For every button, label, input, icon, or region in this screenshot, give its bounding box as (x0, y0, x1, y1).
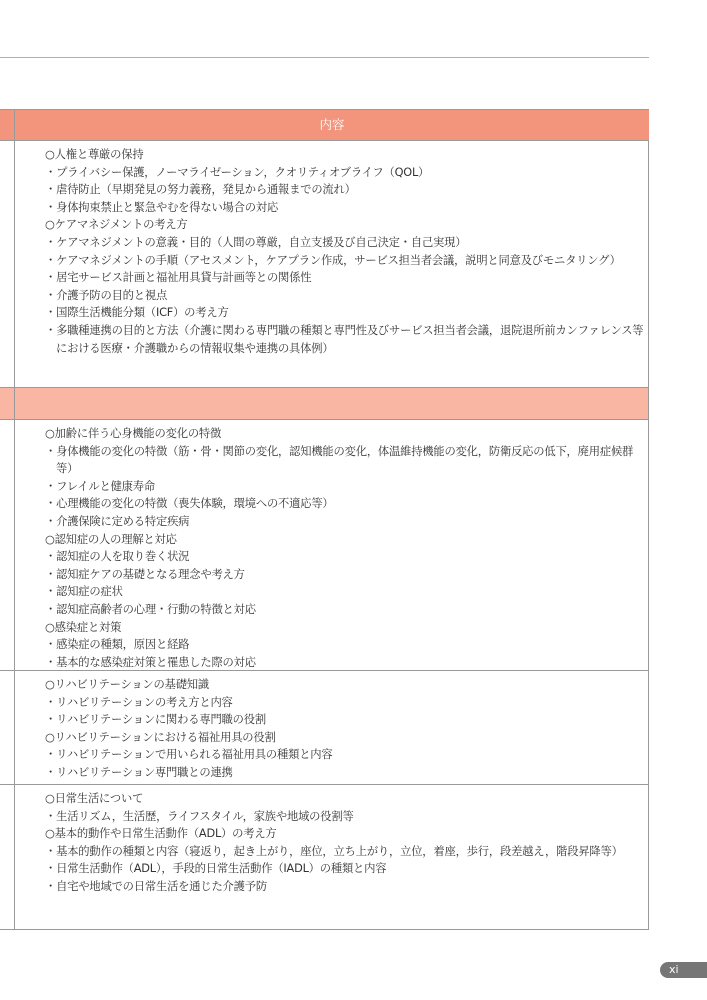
section-human-rights-care-management (0, 141, 649, 388)
list-item: ・心理機能の変化の特徴（喪失体験，環境への不適応等） (45, 497, 334, 511)
section-content (15, 785, 649, 896)
topic-heading: ○リハビリテーションの基礎知識 (45, 678, 209, 691)
list-item: ・認知症の人を取り巻く状況 (45, 550, 190, 564)
list-item: ・リハビリテーション専門職との連携 (45, 765, 233, 779)
list-item: ・生活リズム，生活歴，ライフスタイル，家族や地域の役割等 (45, 809, 354, 823)
topic-heading: ○リハビリテーションにおける福祉用具の役割 (45, 730, 276, 744)
topic-heading: ○加齢に伴う心身機能の変化の特徴 (45, 427, 222, 440)
list-item: ・介護予防の目的と視点 (45, 288, 168, 302)
list-item: ・プライバシー保護，ノーマライゼーション，クオリティオブライフ（QOL） (45, 165, 430, 179)
section-aging-dementia-infection (0, 420, 649, 671)
list-item: ・基本的な感染症対策と罹患した際の対応 (45, 655, 256, 669)
section-content (15, 671, 649, 782)
list-item: ・リハビリテーションに関わる専門職の役割 (45, 713, 266, 727)
list-item: ・リハビリテーションの考え方と内容 (45, 695, 233, 709)
list-item: ・感染症の種類，原因と経路 (45, 638, 190, 652)
section-band (0, 388, 649, 420)
header-label: 内容 (319, 117, 345, 132)
page-number: xi (660, 962, 707, 978)
section-content (15, 420, 649, 671)
list-item: ・認知症の症状 (45, 585, 123, 599)
list-item: ・認知症高齢者の心理・行動の特徴と対応 (45, 602, 256, 616)
list-item: ・日常生活動作（ADL），手段的日常生活動作（IADL）の種類と内容 (45, 862, 387, 876)
table-header-row (0, 109, 649, 141)
topic-heading: ○基本的動作や日常生活動作（ADL）の考え方 (45, 827, 277, 841)
section-content (15, 141, 649, 357)
topic-heading: ○日常生活について (45, 792, 144, 805)
list-item: ・身体機能の変化の特徴（筋・骨・関節の変化，認知機能の変化，体温維持機能の変化，防衛反応の低下，廃用症候群等） (45, 444, 634, 476)
topic-heading: ○認知症の人の理解と対応 (45, 532, 177, 546)
list-item: ・居宅サービス計画と福祉用具貸与計画等との関係性 (45, 271, 312, 285)
section-rehabilitation (0, 671, 649, 785)
list-item: ・リハビリテーションで用いられる福祉用具の種類と内容 (45, 748, 333, 762)
topic-heading: ○感染症と対策 (45, 620, 122, 634)
list-item: ・基本的動作の種類と内容（寝返り，起き上がり，座位，立ち上がり，立位，着座，歩行，段差越え，階段昇降等） (45, 844, 623, 858)
content-table (0, 109, 649, 930)
list-item: ・介護保険に定める特定疾病 (45, 514, 190, 528)
list-item: ・認知症ケアの基礎となる理念や考え方 (45, 567, 245, 581)
list-item: ・ケアマネジメントの手順（アセスメント，ケアプラン作成，サービス担当者会議，説明と同意及びモニタリング） (45, 253, 621, 267)
list-item: ・自宅や地域での日常生活を通じた介護予防 (45, 879, 267, 893)
section-daily-life-adl (0, 785, 649, 930)
list-item: ・フレイルと健康寿命 (45, 479, 155, 493)
list-item: ・ケアマネジメントの意義・目的（人間の尊厳，自立支援及び自己決定・自己実現） (45, 235, 467, 249)
list-item: ・多職種連携の目的と方法（介護に関わる専門職の種類と専門性及びサービス担当者会議，退院退所前カンファレンス等における医療・介護職からの情報収集や連携の具体例） (45, 323, 644, 355)
topic-heading: ○人権と尊厳の保持 (45, 148, 144, 161)
list-item: ・身体拘束禁止と緊急やむを得ない場合の対応 (45, 200, 279, 214)
top-rule (0, 57, 649, 58)
list-item: ・国際生活機能分類（ICF）の考え方 (45, 306, 229, 320)
list-item: ・虐待防止（早期発見の努力義務，発見から通報までの流れ） (45, 183, 356, 197)
topic-heading: ○ケアマネジメントの考え方 (45, 218, 188, 232)
